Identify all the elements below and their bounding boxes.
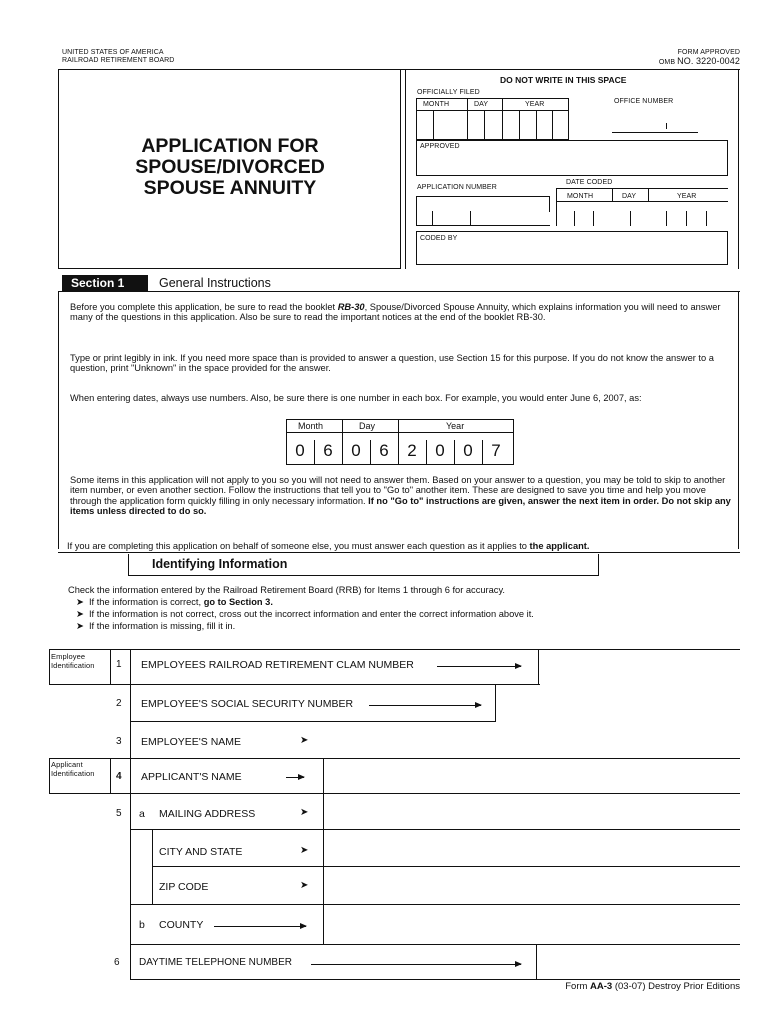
item-5b-letter: b [139, 919, 145, 931]
approved-box[interactable] [416, 140, 728, 176]
mailing-address-field[interactable] [325, 794, 738, 828]
example-digit: 0 [435, 441, 445, 460]
item-4-label: APPLICANT'S NAME [141, 771, 242, 783]
form-approval [659, 49, 740, 67]
telephone-field[interactable] [538, 945, 738, 979]
section-1-tab: Section 1 [62, 275, 148, 291]
office-use-heading: DO NOT WRITE IN THIS SPACE [500, 75, 627, 85]
bullet-not-correct: ➤ If the information is not correct, cross out the incorrect information and enter the correct information above it. [76, 609, 534, 619]
example-digit: 6 [323, 441, 333, 460]
example-day-label: Day [359, 421, 376, 431]
date-coded-label: DATE CODED [566, 179, 613, 186]
item-6-arrow-icon [311, 964, 521, 965]
check-instructions: Check the information entered by the Railroad Retirement Board (RRB) for Items 1 through 6 for accuracy. [68, 585, 505, 595]
instructions-paragraph-1: Before you complete this application, be sure to read the booklet RB-30, Spouse/Divorced Spouse Annuity, which explains information you will need to answer many of the questions in this application. Also be sure to read the important notices at the end of the booklet RB-30. [70, 302, 721, 323]
item-2-number: 2 [116, 698, 122, 709]
item-1-label: EMPLOYEES RAILROAD RETIREMENT CLAM NUMBER [141, 659, 414, 671]
title-line-2: SPOUSE/DIVORCED [135, 156, 325, 178]
item-1-number: 1 [116, 659, 122, 670]
agency-header [62, 49, 174, 65]
item-5a-label: MAILING ADDRESS [159, 808, 256, 820]
item-2-label: EMPLOYEE'S SOCIAL SECURITY NUMBER [141, 698, 354, 710]
item-5a-letter: a [139, 808, 145, 820]
approved-label: APPROVED [420, 143, 460, 150]
item-6-number: 6 [114, 957, 120, 968]
form-approved-label: FORM APPROVED [677, 49, 740, 56]
coded-by-label: CODED BY [420, 235, 458, 242]
claim-number-field[interactable] [540, 650, 738, 683]
bullet-correct: ➤ If the information is correct, go to Section 3. [76, 597, 273, 607]
employee-name-field[interactable] [325, 722, 738, 758]
item-5-zip-label: ZIP CODE [159, 881, 209, 893]
section-1-heading: General Instructions [159, 276, 271, 290]
item-3-number: 3 [116, 736, 122, 747]
agency-line-2: RAILROAD RETIREMENT BOARD [62, 57, 175, 64]
zip-code-field[interactable] [325, 867, 738, 903]
item-5b-arrow-icon [214, 926, 306, 927]
date-coded-month-label: MONTH [567, 193, 594, 200]
item-2-arrow-icon [369, 705, 481, 706]
filed-month-label: MONTH [423, 101, 450, 108]
identifying-information-heading: Identifying Information [152, 557, 288, 571]
county-field[interactable] [325, 905, 738, 943]
agency-line-1: UNITED STATES OF AMERICA [62, 49, 164, 56]
officially-filed-label: OFFICIALLY FILED [417, 89, 480, 96]
item-5-city-label: CITY AND STATE [159, 846, 243, 858]
item-4-arrow-icon [286, 777, 304, 778]
employee-identification-label: Employee Identification [51, 652, 95, 670]
item-5a-arrow-icon: ➤ [300, 807, 309, 818]
example-digit: 7 [491, 441, 501, 460]
example-digit: 6 [379, 441, 389, 460]
instructions-paragraph-3: When entering dates, always use numbers. Also, be sure there is one number in each box. For example, you would enter June 6, 2007, as: [70, 393, 642, 403]
bullet-missing: ➤ If the information is missing, fill it in. [76, 621, 236, 631]
coded-by-box[interactable] [416, 231, 728, 265]
item-5b-label: COUNTY [159, 919, 204, 931]
example-month-label: Month [298, 421, 324, 431]
date-coded-day-label: DAY [622, 193, 637, 200]
instructions-paragraph-5: If you are completing this application on behalf of someone else, you must answer each question as it applies to the applicant. [67, 541, 590, 551]
item-5-number: 5 [116, 808, 122, 819]
date-coded-year-label: YEAR [677, 193, 697, 200]
instructions-paragraph-2: Type or print legibly in ink. If you need more space than is provided to answer a question, use Section 15 for this purpose. If you do not know the answer to a question, print "Unknown" in the space provided for the answer. [70, 353, 714, 374]
application-number-box[interactable] [416, 196, 550, 226]
item-3-label: EMPLOYEE'S NAME [141, 736, 242, 748]
item-1-arrow-icon [437, 666, 521, 667]
title-line-1: APPLICATION FOR [141, 135, 319, 157]
instructions-paragraph-4: Some items in this application will not apply to you so you will not need to answer them. Based on your answer to a question, you may be told to skip to another item number, or even another section. Follow the instructions that tell you to "Go to" another item. These are designed to save you time and help you move through the application form quickly filling in only necessary information. If no "Go to" instructions are given, answer the next item in order. Do not skip any items unless directed to do so. [70, 475, 731, 517]
example-digit: 0 [351, 441, 361, 460]
item-4-number: 4 [116, 771, 122, 782]
applicant-identification-label: Applicant Identification [51, 760, 95, 778]
item-5-zip-arrow-icon: ➤ [300, 880, 309, 891]
application-number-label: APPLICATION NUMBER [417, 184, 497, 191]
example-year-label: Year [446, 421, 465, 431]
applicant-name-field[interactable] [325, 759, 738, 793]
example-digit: 2 [407, 441, 417, 460]
item-3-arrow-icon: ➤ [300, 735, 309, 746]
ssn-field[interactable] [497, 685, 738, 721]
title-line-3: SPOUSE ANNUITY [143, 177, 317, 199]
omb-number: OMB NO. 3220-0042 [658, 56, 740, 66]
example-digit: 0 [295, 441, 305, 460]
item-6-label: DAYTIME TELEPHONE NUMBER [139, 957, 292, 968]
filed-year-label: YEAR [525, 101, 545, 108]
example-digit: 0 [463, 441, 473, 460]
office-number-label: OFFICE NUMBER [614, 98, 674, 105]
city-state-field[interactable] [325, 830, 738, 866]
item-5-city-arrow-icon: ➤ [300, 845, 309, 856]
filed-day-label: DAY [474, 101, 489, 108]
form-title [95, 136, 365, 199]
form-footer: Form AA-3 (03-07) Destroy Prior Editions [565, 981, 740, 992]
